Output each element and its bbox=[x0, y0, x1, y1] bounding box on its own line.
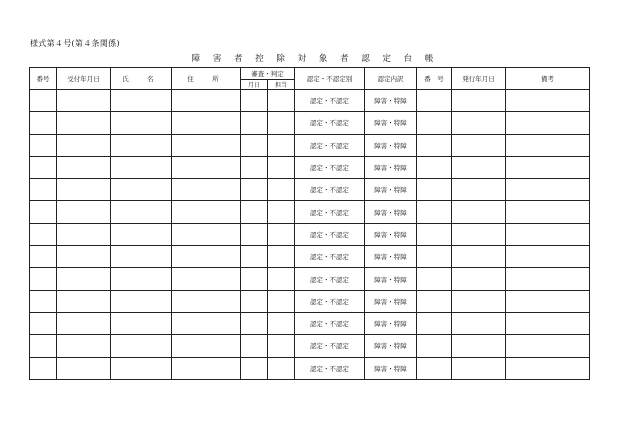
received-date-cell bbox=[57, 335, 111, 357]
table-row bbox=[30, 335, 590, 357]
certification-detail-cell: 障害・特障 bbox=[365, 290, 417, 312]
certification-detail-cell: 障害・特障 bbox=[365, 201, 417, 223]
review-date-cell bbox=[241, 335, 268, 357]
name-cell bbox=[111, 290, 172, 312]
address-cell bbox=[172, 134, 241, 156]
header-issue-date: 発行年月日 bbox=[452, 68, 506, 90]
review-date-cell bbox=[241, 357, 268, 379]
certification-status-cell: 認定・不認定 bbox=[295, 201, 365, 223]
remarks-cell bbox=[506, 179, 590, 201]
review-person-cell bbox=[268, 156, 295, 178]
review-date-cell bbox=[241, 268, 268, 290]
review-date-cell bbox=[241, 290, 268, 312]
cert-number-cell bbox=[417, 268, 452, 290]
number-cell bbox=[30, 223, 57, 245]
review-person-cell bbox=[268, 112, 295, 134]
remarks-cell bbox=[506, 134, 590, 156]
review-person-cell bbox=[268, 290, 295, 312]
issue-date-cell bbox=[452, 290, 506, 312]
remarks-cell bbox=[506, 90, 590, 112]
address-cell bbox=[172, 290, 241, 312]
review-date-cell bbox=[241, 201, 268, 223]
certification-detail-cell: 障害・特障 bbox=[365, 90, 417, 112]
header-certification-detail: 認定内訳 bbox=[365, 68, 417, 90]
number-cell bbox=[30, 90, 57, 112]
certification-status-cell: 認定・不認定 bbox=[295, 246, 365, 268]
remarks-cell bbox=[506, 246, 590, 268]
remarks-cell bbox=[506, 290, 590, 312]
table-row bbox=[30, 112, 590, 134]
cert-number-cell bbox=[417, 179, 452, 201]
review-person-cell bbox=[268, 90, 295, 112]
review-person-cell bbox=[268, 268, 295, 290]
remarks-cell bbox=[506, 223, 590, 245]
review-date-cell bbox=[241, 134, 268, 156]
table-row bbox=[30, 201, 590, 223]
name-cell bbox=[111, 112, 172, 134]
certification-detail-cell: 障害・特障 bbox=[365, 312, 417, 334]
header-name: 氏 名 bbox=[111, 68, 172, 90]
remarks-cell bbox=[506, 335, 590, 357]
table-row bbox=[30, 290, 590, 312]
certification-detail-cell: 障害・特障 bbox=[365, 357, 417, 379]
address-cell bbox=[172, 357, 241, 379]
issue-date-cell bbox=[452, 335, 506, 357]
received-date-cell bbox=[57, 112, 111, 134]
address-cell bbox=[172, 223, 241, 245]
cert-number-cell bbox=[417, 156, 452, 178]
review-date-cell bbox=[241, 246, 268, 268]
table-row bbox=[30, 134, 590, 156]
issue-date-cell bbox=[452, 179, 506, 201]
received-date-cell bbox=[57, 268, 111, 290]
cert-number-cell bbox=[417, 335, 452, 357]
table-row bbox=[30, 179, 590, 201]
number-cell bbox=[30, 268, 57, 290]
review-date-cell bbox=[241, 112, 268, 134]
review-person-cell bbox=[268, 179, 295, 201]
review-person-cell bbox=[268, 246, 295, 268]
table-row bbox=[30, 312, 590, 334]
address-cell bbox=[172, 112, 241, 134]
received-date-cell bbox=[57, 312, 111, 334]
name-cell bbox=[111, 179, 172, 201]
certification-status-cell: 認定・不認定 bbox=[295, 223, 365, 245]
received-date-cell bbox=[57, 134, 111, 156]
address-cell bbox=[172, 90, 241, 112]
table-row bbox=[30, 268, 590, 290]
certification-status-cell: 認定・不認定 bbox=[295, 312, 365, 334]
review-person-cell bbox=[268, 201, 295, 223]
name-cell bbox=[111, 357, 172, 379]
issue-date-cell bbox=[452, 90, 506, 112]
issue-date-cell bbox=[452, 246, 506, 268]
cert-number-cell bbox=[417, 246, 452, 268]
certification-detail-cell: 障害・特障 bbox=[365, 268, 417, 290]
review-person-cell bbox=[268, 223, 295, 245]
address-cell bbox=[172, 246, 241, 268]
number-cell bbox=[30, 179, 57, 201]
certification-detail-cell: 障害・特障 bbox=[365, 156, 417, 178]
review-date-cell bbox=[241, 90, 268, 112]
address-cell bbox=[172, 335, 241, 357]
header-received-date: 受付年月日 bbox=[57, 68, 111, 90]
cert-number-cell bbox=[417, 357, 452, 379]
number-cell bbox=[30, 335, 57, 357]
table-row bbox=[30, 90, 590, 112]
received-date-cell bbox=[57, 156, 111, 178]
certification-detail-cell: 障害・特障 bbox=[365, 134, 417, 156]
name-cell bbox=[111, 268, 172, 290]
certification-status-cell: 認定・不認定 bbox=[295, 357, 365, 379]
received-date-cell bbox=[57, 90, 111, 112]
received-date-cell bbox=[57, 223, 111, 245]
header-cert-number: 番 号 bbox=[417, 68, 452, 90]
name-cell bbox=[111, 201, 172, 223]
cert-number-cell bbox=[417, 134, 452, 156]
certification-status-cell: 認定・不認定 bbox=[295, 112, 365, 134]
name-cell bbox=[111, 134, 172, 156]
review-date-cell bbox=[241, 223, 268, 245]
header-number: 番号 bbox=[30, 68, 57, 90]
name-cell bbox=[111, 312, 172, 334]
certification-status-cell: 認定・不認定 bbox=[295, 90, 365, 112]
document-title: 障 害 者 控 除 対 象 者 認 定 台 帳 bbox=[191, 54, 439, 64]
address-cell bbox=[172, 179, 241, 201]
cert-number-cell bbox=[417, 290, 452, 312]
address-cell bbox=[172, 268, 241, 290]
review-person-cell bbox=[268, 134, 295, 156]
number-cell bbox=[30, 156, 57, 178]
issue-date-cell bbox=[452, 312, 506, 334]
certification-status-cell: 認定・不認定 bbox=[295, 179, 365, 201]
address-cell bbox=[172, 201, 241, 223]
header-review-date: 月日 bbox=[241, 80, 268, 90]
issue-date-cell bbox=[452, 201, 506, 223]
certification-status-cell: 認定・不認定 bbox=[295, 156, 365, 178]
cert-number-cell bbox=[417, 90, 452, 112]
cert-number-cell bbox=[417, 201, 452, 223]
issue-date-cell bbox=[452, 223, 506, 245]
review-person-cell bbox=[268, 357, 295, 379]
number-cell bbox=[30, 201, 57, 223]
received-date-cell bbox=[57, 179, 111, 201]
remarks-cell bbox=[506, 156, 590, 178]
received-date-cell bbox=[57, 357, 111, 379]
header-address: 住 所 bbox=[172, 68, 241, 90]
number-cell bbox=[30, 312, 57, 334]
remarks-cell bbox=[506, 201, 590, 223]
name-cell bbox=[111, 335, 172, 357]
address-cell bbox=[172, 312, 241, 334]
certification-status-cell: 認定・不認定 bbox=[295, 268, 365, 290]
cert-number-cell bbox=[417, 312, 452, 334]
table-row bbox=[30, 223, 590, 245]
received-date-cell bbox=[57, 290, 111, 312]
review-person-cell bbox=[268, 335, 295, 357]
certification-status-cell: 認定・不認定 bbox=[295, 134, 365, 156]
review-date-cell bbox=[241, 179, 268, 201]
header-certification-status: 認定・不認定別 bbox=[295, 68, 365, 90]
certification-detail-cell: 障害・特障 bbox=[365, 179, 417, 201]
certification-status-cell: 認定・不認定 bbox=[295, 290, 365, 312]
review-date-cell bbox=[241, 156, 268, 178]
number-cell bbox=[30, 357, 57, 379]
certification-detail-cell: 障害・特障 bbox=[365, 246, 417, 268]
header-remarks: 備考 bbox=[506, 68, 590, 90]
number-cell bbox=[30, 112, 57, 134]
table-row bbox=[30, 357, 590, 379]
form-number-label: 様式第４号(第４条関係) bbox=[30, 39, 120, 48]
address-cell bbox=[172, 156, 241, 178]
received-date-cell bbox=[57, 201, 111, 223]
remarks-cell bbox=[506, 112, 590, 134]
number-cell bbox=[30, 290, 57, 312]
name-cell bbox=[111, 90, 172, 112]
name-cell bbox=[111, 223, 172, 245]
issue-date-cell bbox=[452, 112, 506, 134]
header-review-group: 審査・判定 bbox=[241, 68, 295, 80]
number-cell bbox=[30, 134, 57, 156]
received-date-cell bbox=[57, 246, 111, 268]
name-cell bbox=[111, 156, 172, 178]
header-review-person: 担当 bbox=[268, 80, 295, 90]
certification-detail-cell: 障害・特障 bbox=[365, 223, 417, 245]
table-row bbox=[30, 246, 590, 268]
table-row bbox=[30, 156, 590, 178]
issue-date-cell bbox=[452, 156, 506, 178]
review-date-cell bbox=[241, 312, 268, 334]
cert-number-cell bbox=[417, 223, 452, 245]
certification-detail-cell: 障害・特障 bbox=[365, 335, 417, 357]
certification-status-cell: 認定・不認定 bbox=[295, 335, 365, 357]
certification-register-table bbox=[29, 67, 590, 380]
cert-number-cell bbox=[417, 112, 452, 134]
remarks-cell bbox=[506, 312, 590, 334]
certification-detail-cell: 障害・特障 bbox=[365, 112, 417, 134]
issue-date-cell bbox=[452, 134, 506, 156]
review-person-cell bbox=[268, 312, 295, 334]
issue-date-cell bbox=[452, 268, 506, 290]
number-cell bbox=[30, 246, 57, 268]
name-cell bbox=[111, 246, 172, 268]
remarks-cell bbox=[506, 268, 590, 290]
issue-date-cell bbox=[452, 357, 506, 379]
remarks-cell bbox=[506, 357, 590, 379]
